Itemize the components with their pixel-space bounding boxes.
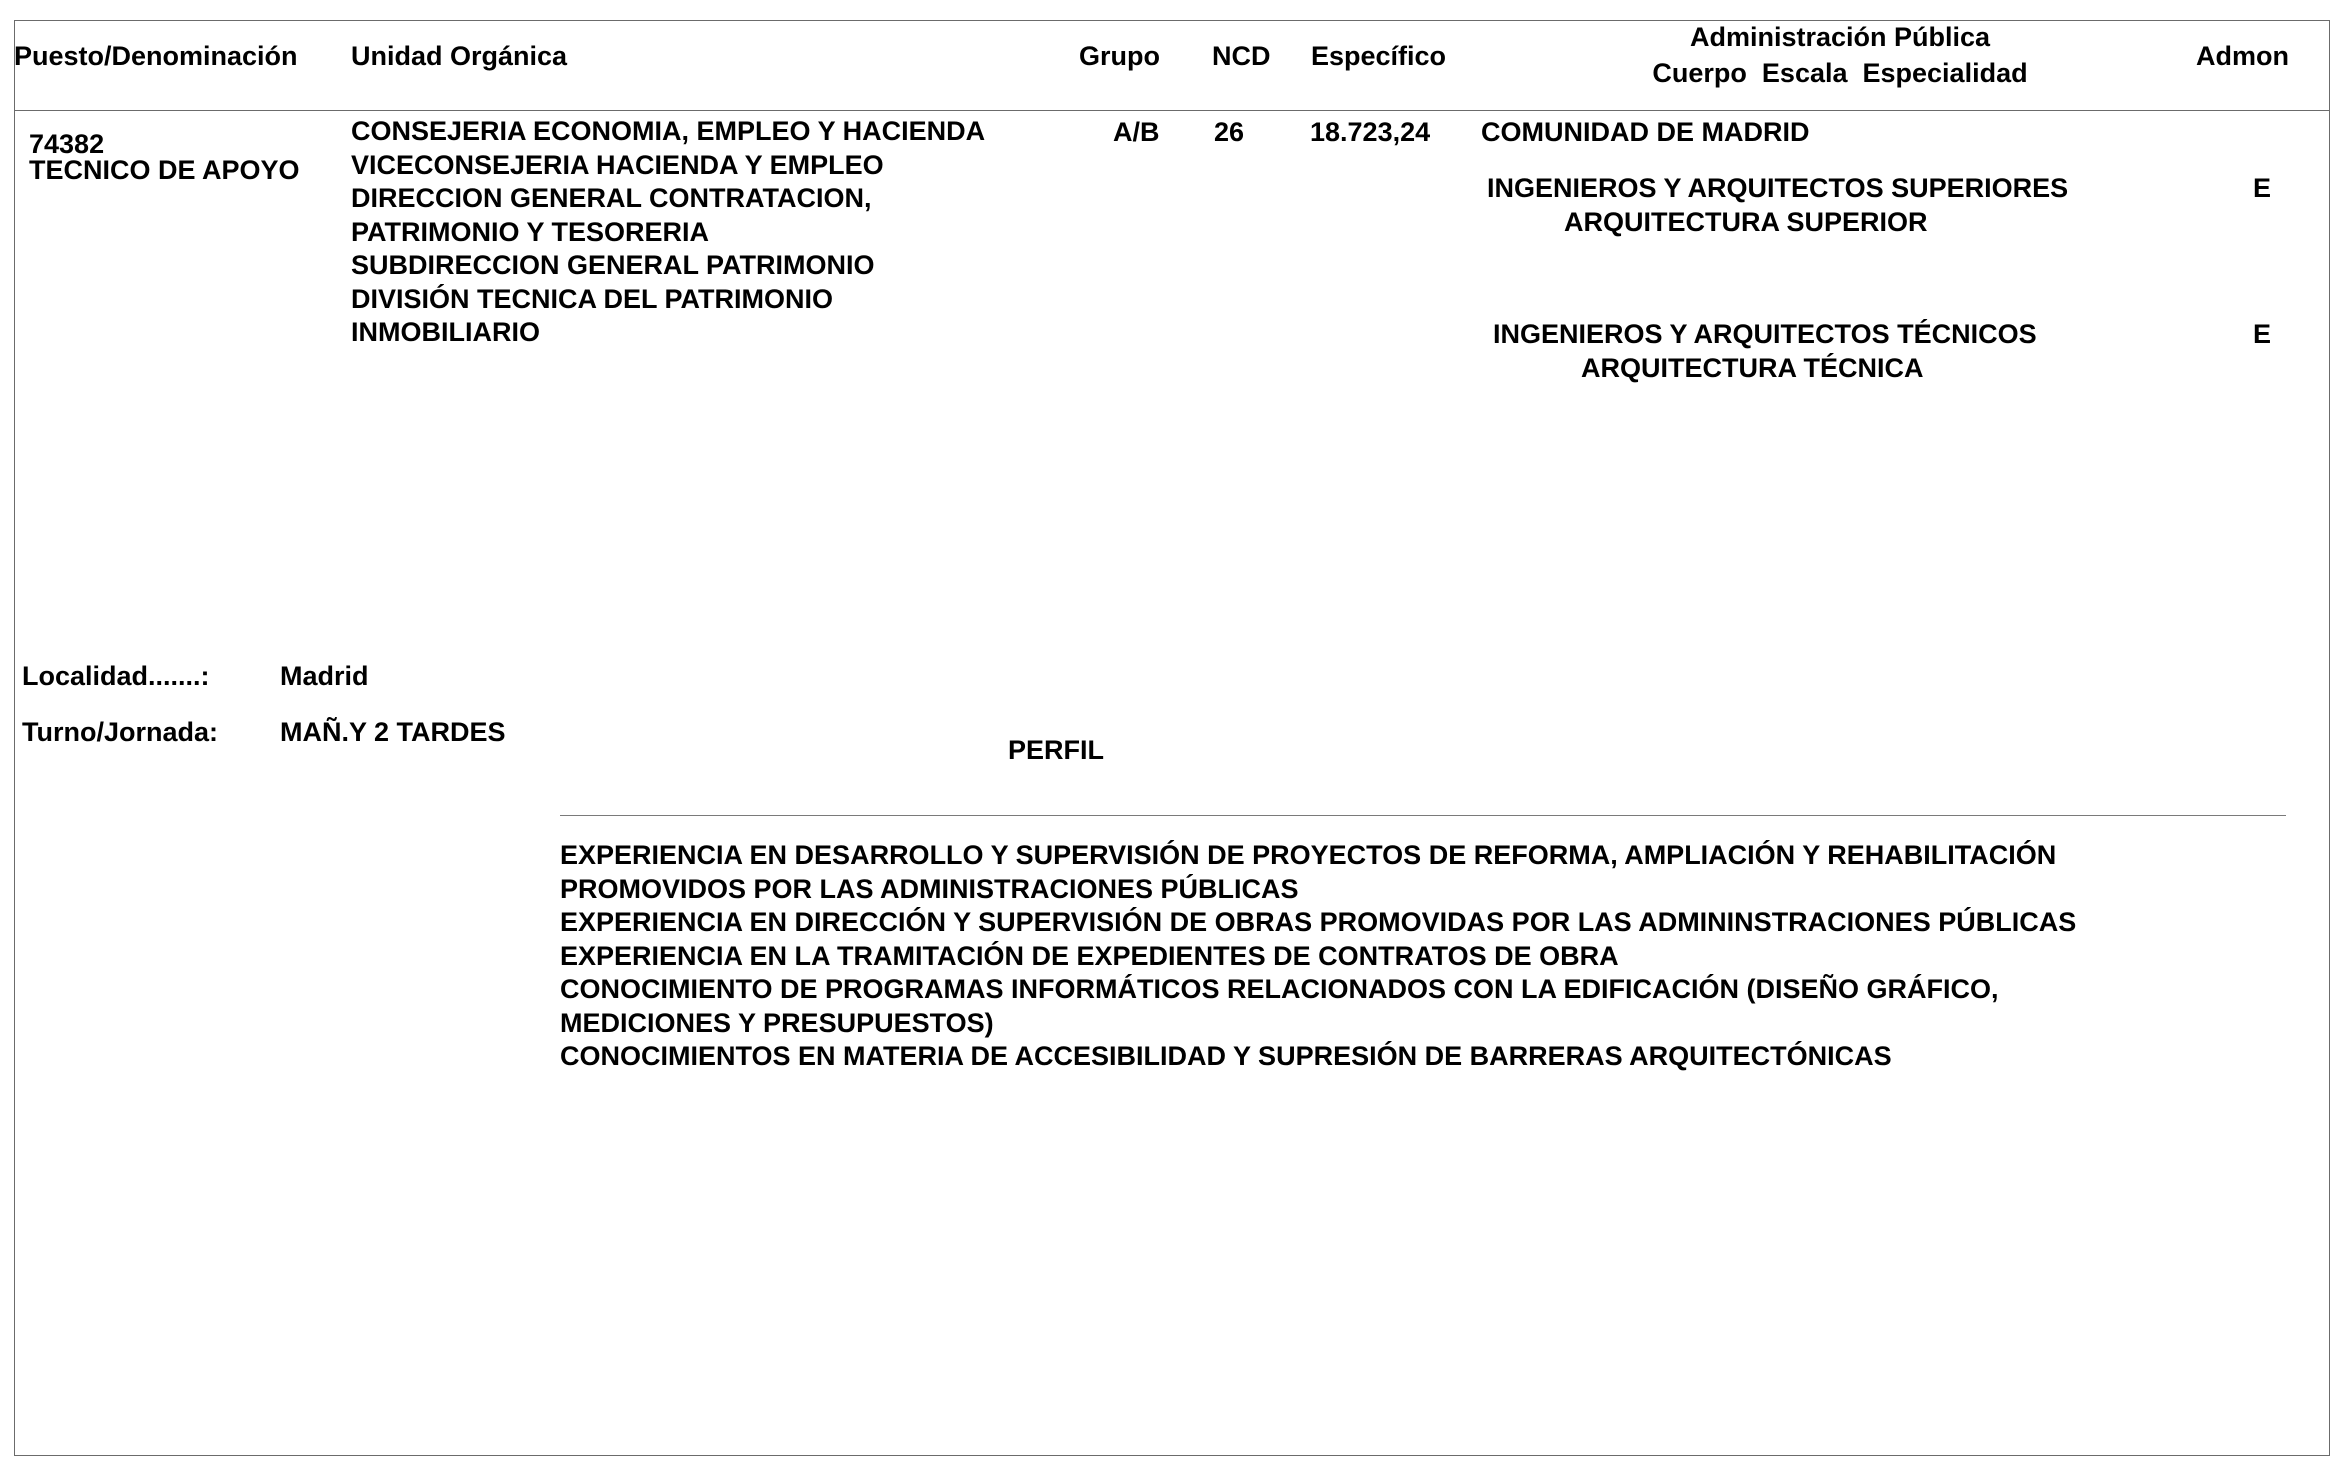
header-admin-publica: Administración Pública [1689, 22, 1991, 52]
cuerpo-2: INGENIEROS Y ARQUITECTOS TÉCNICOS [1493, 319, 2037, 349]
header-ncd: NCD [1212, 41, 1271, 71]
header-admon: Admon [2196, 41, 2289, 71]
localidad-label: Localidad.......: [22, 661, 210, 691]
turno-value: MAÑ.Y 2 TARDES [280, 717, 506, 747]
admon-1: E [2253, 173, 2272, 203]
ncd-value: 26 [1214, 117, 1245, 147]
perfil-title: PERFIL [1008, 735, 1105, 765]
localidad-value: Madrid [280, 661, 369, 691]
grupo-value: A/B [1113, 117, 1160, 147]
especifico-value: 18.723,24 [1310, 117, 1431, 147]
header-divider [14, 110, 2330, 111]
header-especifico: Específico [1311, 41, 1447, 71]
unidad-organica-list [351, 115, 985, 350]
administracion-value: COMUNIDAD DE MADRID [1481, 117, 1810, 147]
header-cuerpo-escala: Cuerpo Escala Especialidad [1652, 58, 2028, 88]
turno-label: Turno/Jornada: [22, 717, 219, 747]
perfil-list [560, 839, 2076, 1074]
unidad-line: DIVISIÓN TECNICA DEL PATRIMONIO [351, 283, 834, 314]
perfil-divider [560, 815, 2286, 816]
perfil-line: CONOCIMIENTOS EN MATERIA DE ACCESIBILIDAD Y SUPRESIÓN DE BARRERAS ARQUITECTÓNICAS [560, 1041, 1892, 1071]
header-unidad: Unidad Orgánica [351, 41, 568, 71]
especialidad-2: ARQUITECTURA TÉCNICA [1581, 353, 1924, 383]
perfil-line: EXPERIENCIA EN LA TRAMITACIÓN DE EXPEDIENTES DE CONTRATOS DE OBRA [560, 940, 1619, 971]
admon-2: E [2253, 319, 2272, 349]
puesto-denominacion: TECNICO DE APOYO [29, 155, 300, 185]
unidad-line: CONSEJERIA ECONOMIA, EMPLEO Y HACIENDA [351, 116, 986, 146]
perfil-line: PROMOVIDOS POR LAS ADMINISTRACIONES PÚBLICAS [560, 873, 1299, 904]
perfil-line: CONOCIMIENTO DE PROGRAMAS INFORMÁTICOS RELACIONADOS CON LA EDIFICACIÓN (DISEÑO GRÁFICO, [560, 974, 1999, 1004]
header-grupo: Grupo [1079, 41, 1160, 71]
perfil-line: MEDICIONES Y PRESUPUESTOS) [560, 1007, 994, 1038]
especialidad-1: ARQUITECTURA SUPERIOR [1564, 207, 1928, 237]
cuerpo-1: INGENIEROS Y ARQUITECTOS SUPERIORES [1487, 173, 2069, 203]
perfil-line: EXPERIENCIA EN DESARROLLO Y SUPERVISIÓN DE PROYECTOS DE REFORMA, AMPLIACIÓN Y REHABILITACIÓN [560, 840, 2057, 870]
unidad-line: VICECONSEJERIA HACIENDA Y EMPLEO [351, 149, 884, 180]
unidad-line: SUBDIRECCION GENERAL PATRIMONIO [351, 250, 875, 280]
unidad-line: INMOBILIARIO [351, 317, 540, 347]
unidad-line: DIRECCION GENERAL CONTRATACION, [351, 183, 872, 213]
unidad-line: PATRIMONIO Y TESORERIA [351, 216, 710, 247]
header-puesto: Puesto/Denominación [14, 41, 298, 71]
puesto-codigo: 74382 [29, 129, 105, 159]
perfil-line: EXPERIENCIA EN DIRECCIÓN Y SUPERVISIÓN DE OBRAS PROMOVIDAS POR LAS ADMININSTRACIONES PÚBLICAS [560, 907, 2077, 937]
